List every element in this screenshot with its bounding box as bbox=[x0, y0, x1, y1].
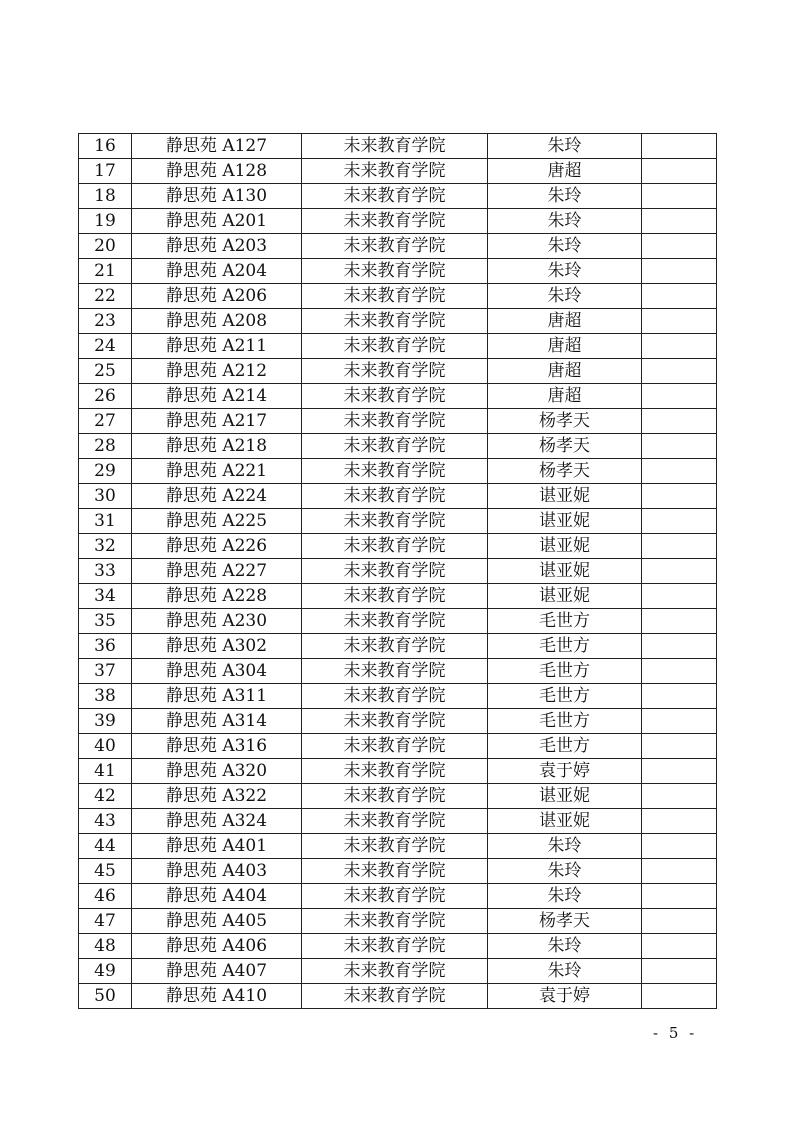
cell-number: 32 bbox=[79, 534, 132, 559]
table-row bbox=[79, 684, 717, 709]
cell-note bbox=[642, 209, 717, 234]
cell-number: 35 bbox=[79, 609, 132, 634]
cell-number: 30 bbox=[79, 484, 132, 509]
cell-room: 静思苑 A130 bbox=[132, 184, 302, 209]
cell-person: 毛世方 bbox=[488, 609, 642, 634]
cell-room: 静思苑 A228 bbox=[132, 584, 302, 609]
cell-note bbox=[642, 434, 717, 459]
cell-college: 未来教育学院 bbox=[302, 759, 488, 784]
cell-number: 37 bbox=[79, 659, 132, 684]
table-row bbox=[79, 159, 717, 184]
cell-number: 24 bbox=[79, 334, 132, 359]
table-row bbox=[79, 184, 717, 209]
cell-room: 静思苑 A311 bbox=[132, 684, 302, 709]
cell-college: 未来教育学院 bbox=[302, 584, 488, 609]
cell-note bbox=[642, 234, 717, 259]
cell-note bbox=[642, 259, 717, 284]
cell-note bbox=[642, 359, 717, 384]
cell-note bbox=[642, 859, 717, 884]
cell-person: 谌亚妮 bbox=[488, 584, 642, 609]
cell-room: 静思苑 A322 bbox=[132, 784, 302, 809]
table-row bbox=[79, 234, 717, 259]
cell-room: 静思苑 A320 bbox=[132, 759, 302, 784]
table-row bbox=[79, 909, 717, 934]
cell-person: 袁于婷 bbox=[488, 759, 642, 784]
cell-person: 朱玲 bbox=[488, 834, 642, 859]
cell-person: 朱玲 bbox=[488, 209, 642, 234]
table-row bbox=[79, 709, 717, 734]
cell-note bbox=[642, 159, 717, 184]
cell-room: 静思苑 A211 bbox=[132, 334, 302, 359]
cell-room: 静思苑 A128 bbox=[132, 159, 302, 184]
table-row bbox=[79, 834, 717, 859]
cell-room: 静思苑 A324 bbox=[132, 809, 302, 834]
cell-college: 未来教育学院 bbox=[302, 684, 488, 709]
table-row bbox=[79, 209, 717, 234]
cell-note bbox=[642, 509, 717, 534]
cell-number: 49 bbox=[79, 959, 132, 984]
cell-room: 静思苑 A410 bbox=[132, 984, 302, 1009]
cell-room: 静思苑 A201 bbox=[132, 209, 302, 234]
cell-college: 未来教育学院 bbox=[302, 809, 488, 834]
cell-person: 唐超 bbox=[488, 309, 642, 334]
cell-person: 毛世方 bbox=[488, 634, 642, 659]
cell-college: 未来教育学院 bbox=[302, 134, 488, 159]
cell-person: 谌亚妮 bbox=[488, 509, 642, 534]
cell-note bbox=[642, 809, 717, 834]
cell-room: 静思苑 A406 bbox=[132, 934, 302, 959]
cell-note bbox=[642, 734, 717, 759]
cell-person: 谌亚妮 bbox=[488, 534, 642, 559]
cell-note bbox=[642, 284, 717, 309]
cell-note bbox=[642, 934, 717, 959]
cell-college: 未来教育学院 bbox=[302, 284, 488, 309]
cell-note bbox=[642, 684, 717, 709]
cell-person: 朱玲 bbox=[488, 959, 642, 984]
cell-person: 谌亚妮 bbox=[488, 784, 642, 809]
cell-number: 36 bbox=[79, 634, 132, 659]
cell-note bbox=[642, 709, 717, 734]
cell-room: 静思苑 A304 bbox=[132, 659, 302, 684]
cell-room: 静思苑 A407 bbox=[132, 959, 302, 984]
cell-person: 毛世方 bbox=[488, 659, 642, 684]
cell-number: 31 bbox=[79, 509, 132, 534]
cell-person: 唐超 bbox=[488, 334, 642, 359]
cell-room: 静思苑 A214 bbox=[132, 384, 302, 409]
cell-room: 静思苑 A127 bbox=[132, 134, 302, 159]
cell-person: 谌亚妮 bbox=[488, 484, 642, 509]
cell-room: 静思苑 A405 bbox=[132, 909, 302, 934]
cell-college: 未来教育学院 bbox=[302, 159, 488, 184]
cell-person: 唐超 bbox=[488, 159, 642, 184]
cell-college: 未来教育学院 bbox=[302, 509, 488, 534]
cell-college: 未来教育学院 bbox=[302, 734, 488, 759]
cell-person: 毛世方 bbox=[488, 709, 642, 734]
page-number: - 5 - bbox=[653, 1024, 698, 1042]
cell-person: 朱玲 bbox=[488, 284, 642, 309]
cell-number: 43 bbox=[79, 809, 132, 834]
table-row bbox=[79, 334, 717, 359]
table-row bbox=[79, 609, 717, 634]
table-row bbox=[79, 134, 717, 159]
cell-college: 未来教育学院 bbox=[302, 959, 488, 984]
cell-room: 静思苑 A226 bbox=[132, 534, 302, 559]
cell-room: 静思苑 A225 bbox=[132, 509, 302, 534]
dormitory-table bbox=[78, 133, 717, 1009]
cell-note bbox=[642, 484, 717, 509]
cell-person: 袁于婷 bbox=[488, 984, 642, 1009]
cell-number: 26 bbox=[79, 384, 132, 409]
cell-room: 静思苑 A302 bbox=[132, 634, 302, 659]
cell-person: 毛世方 bbox=[488, 684, 642, 709]
cell-college: 未来教育学院 bbox=[302, 859, 488, 884]
table-row bbox=[79, 959, 717, 984]
cell-person: 朱玲 bbox=[488, 934, 642, 959]
cell-number: 50 bbox=[79, 984, 132, 1009]
cell-college: 未来教育学院 bbox=[302, 259, 488, 284]
cell-note bbox=[642, 984, 717, 1009]
table-row bbox=[79, 884, 717, 909]
cell-college: 未来教育学院 bbox=[302, 909, 488, 934]
cell-college: 未来教育学院 bbox=[302, 609, 488, 634]
table-row bbox=[79, 934, 717, 959]
cell-college: 未来教育学院 bbox=[302, 434, 488, 459]
cell-note bbox=[642, 534, 717, 559]
cell-note bbox=[642, 909, 717, 934]
cell-room: 静思苑 A221 bbox=[132, 459, 302, 484]
cell-college: 未来教育学院 bbox=[302, 384, 488, 409]
cell-college: 未来教育学院 bbox=[302, 784, 488, 809]
cell-person: 谌亚妮 bbox=[488, 559, 642, 584]
cell-room: 静思苑 A203 bbox=[132, 234, 302, 259]
table-row bbox=[79, 359, 717, 384]
table-row bbox=[79, 409, 717, 434]
cell-note bbox=[642, 409, 717, 434]
cell-person: 朱玲 bbox=[488, 859, 642, 884]
cell-number: 40 bbox=[79, 734, 132, 759]
table-body bbox=[79, 134, 717, 1009]
cell-college: 未来教育学院 bbox=[302, 484, 488, 509]
cell-room: 静思苑 A404 bbox=[132, 884, 302, 909]
cell-room: 静思苑 A227 bbox=[132, 559, 302, 584]
table-row bbox=[79, 784, 717, 809]
cell-note bbox=[642, 834, 717, 859]
table-row bbox=[79, 259, 717, 284]
cell-number: 48 bbox=[79, 934, 132, 959]
table-row bbox=[79, 284, 717, 309]
cell-number: 28 bbox=[79, 434, 132, 459]
cell-person: 朱玲 bbox=[488, 234, 642, 259]
cell-number: 46 bbox=[79, 884, 132, 909]
cell-number: 34 bbox=[79, 584, 132, 609]
cell-college: 未来教育学院 bbox=[302, 309, 488, 334]
cell-room: 静思苑 A206 bbox=[132, 284, 302, 309]
cell-college: 未来教育学院 bbox=[302, 984, 488, 1009]
table-row bbox=[79, 659, 717, 684]
cell-room: 静思苑 A316 bbox=[132, 734, 302, 759]
cell-number: 39 bbox=[79, 709, 132, 734]
cell-note bbox=[642, 559, 717, 584]
cell-person: 朱玲 bbox=[488, 884, 642, 909]
cell-note bbox=[642, 309, 717, 334]
cell-note bbox=[642, 634, 717, 659]
cell-person: 谌亚妮 bbox=[488, 809, 642, 834]
cell-note bbox=[642, 384, 717, 409]
cell-note bbox=[642, 134, 717, 159]
cell-number: 29 bbox=[79, 459, 132, 484]
cell-number: 23 bbox=[79, 309, 132, 334]
cell-number: 20 bbox=[79, 234, 132, 259]
cell-number: 21 bbox=[79, 259, 132, 284]
cell-number: 22 bbox=[79, 284, 132, 309]
cell-note bbox=[642, 334, 717, 359]
table-row bbox=[79, 309, 717, 334]
cell-room: 静思苑 A401 bbox=[132, 834, 302, 859]
cell-number: 16 bbox=[79, 134, 132, 159]
table-row bbox=[79, 484, 717, 509]
table-row bbox=[79, 734, 717, 759]
table-row bbox=[79, 809, 717, 834]
cell-college: 未来教育学院 bbox=[302, 559, 488, 584]
cell-person: 唐超 bbox=[488, 359, 642, 384]
cell-number: 41 bbox=[79, 759, 132, 784]
cell-room: 静思苑 A204 bbox=[132, 259, 302, 284]
table-row bbox=[79, 584, 717, 609]
cell-number: 44 bbox=[79, 834, 132, 859]
cell-room: 静思苑 A208 bbox=[132, 309, 302, 334]
cell-room: 静思苑 A212 bbox=[132, 359, 302, 384]
cell-number: 19 bbox=[79, 209, 132, 234]
cell-college: 未来教育学院 bbox=[302, 184, 488, 209]
cell-note bbox=[642, 184, 717, 209]
cell-note bbox=[642, 609, 717, 634]
table-row bbox=[79, 384, 717, 409]
table-row bbox=[79, 984, 717, 1009]
cell-number: 17 bbox=[79, 159, 132, 184]
cell-note bbox=[642, 784, 717, 809]
cell-college: 未来教育学院 bbox=[302, 459, 488, 484]
cell-number: 27 bbox=[79, 409, 132, 434]
cell-person: 杨孝天 bbox=[488, 459, 642, 484]
cell-note bbox=[642, 584, 717, 609]
cell-person: 朱玲 bbox=[488, 184, 642, 209]
cell-college: 未来教育学院 bbox=[302, 709, 488, 734]
cell-person: 朱玲 bbox=[488, 134, 642, 159]
table-row bbox=[79, 534, 717, 559]
cell-note bbox=[642, 884, 717, 909]
cell-person: 唐超 bbox=[488, 384, 642, 409]
cell-person: 杨孝天 bbox=[488, 909, 642, 934]
cell-number: 33 bbox=[79, 559, 132, 584]
cell-room: 静思苑 A314 bbox=[132, 709, 302, 734]
cell-number: 25 bbox=[79, 359, 132, 384]
table-row bbox=[79, 759, 717, 784]
table-row bbox=[79, 459, 717, 484]
table-row bbox=[79, 559, 717, 584]
cell-college: 未来教育学院 bbox=[302, 934, 488, 959]
cell-college: 未来教育学院 bbox=[302, 834, 488, 859]
cell-note bbox=[642, 959, 717, 984]
cell-number: 18 bbox=[79, 184, 132, 209]
cell-college: 未来教育学院 bbox=[302, 209, 488, 234]
cell-room: 静思苑 A224 bbox=[132, 484, 302, 509]
cell-room: 静思苑 A403 bbox=[132, 859, 302, 884]
cell-note bbox=[642, 659, 717, 684]
cell-college: 未来教育学院 bbox=[302, 409, 488, 434]
cell-person: 朱玲 bbox=[488, 259, 642, 284]
cell-college: 未来教育学院 bbox=[302, 659, 488, 684]
cell-college: 未来教育学院 bbox=[302, 334, 488, 359]
cell-college: 未来教育学院 bbox=[302, 359, 488, 384]
cell-person: 毛世方 bbox=[488, 734, 642, 759]
cell-room: 静思苑 A230 bbox=[132, 609, 302, 634]
cell-college: 未来教育学院 bbox=[302, 234, 488, 259]
cell-college: 未来教育学院 bbox=[302, 634, 488, 659]
cell-number: 47 bbox=[79, 909, 132, 934]
cell-note bbox=[642, 759, 717, 784]
cell-room: 静思苑 A217 bbox=[132, 409, 302, 434]
cell-person: 杨孝天 bbox=[488, 434, 642, 459]
cell-college: 未来教育学院 bbox=[302, 534, 488, 559]
table-row bbox=[79, 634, 717, 659]
table-row bbox=[79, 509, 717, 534]
cell-number: 45 bbox=[79, 859, 132, 884]
cell-number: 38 bbox=[79, 684, 132, 709]
cell-number: 42 bbox=[79, 784, 132, 809]
table-row bbox=[79, 859, 717, 884]
cell-college: 未来教育学院 bbox=[302, 884, 488, 909]
cell-room: 静思苑 A218 bbox=[132, 434, 302, 459]
cell-note bbox=[642, 459, 717, 484]
table-row bbox=[79, 434, 717, 459]
cell-person: 杨孝天 bbox=[488, 409, 642, 434]
